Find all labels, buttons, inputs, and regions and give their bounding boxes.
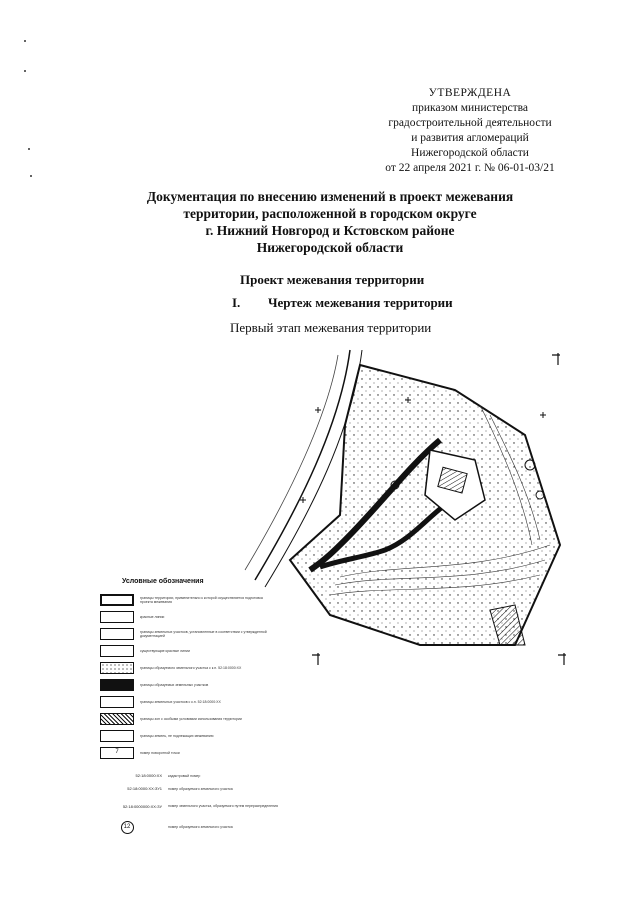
legend-text: номер поворотной точки [140,750,180,755]
point-symbol: 7 [100,747,134,759]
section-subheading-text: Чертеж межевания территории [268,295,453,310]
circle-symbol: 12 [121,821,134,834]
legend-row [92,608,312,625]
legend-text: границы земельных участков с к.н. 52:18:0000:ХХ [140,699,221,704]
legend-circle-row [92,817,312,837]
grid-cross [540,412,546,418]
legend-symbol [100,679,134,691]
legend-text: границы земельных участков, установленные в соответствии с утвержденной документацией [140,629,267,638]
corner-mark [552,353,560,365]
legend-title: Условные обозначения [122,578,204,585]
legend-code-row [92,782,312,795]
legend-symbol [100,645,134,657]
legend-text: кадастровый номер [168,773,201,778]
legend-text: существующие красные линии [140,648,190,653]
approval-heading: УТВЕРЖДЕНА [428,87,512,99]
document-title [120,188,540,256]
approval-line: Нижегородской области [411,147,529,159]
legend-symbol [100,730,134,742]
grid-cross [315,407,321,413]
legend-row [92,625,312,642]
parcel-boundary [290,365,560,645]
legend-row [92,710,312,727]
legend-row [92,659,312,676]
title-line: территории, расположенной в городском округе [183,206,477,221]
legend-symbol [100,628,134,640]
legend-text: номер образуемого земельного участка [168,825,233,829]
corner-mark [558,653,566,665]
legend-row [92,744,312,761]
legend-text: границы земель, не подлежащих межеванию [140,733,214,738]
section-subheading [232,295,453,311]
legend-symbol [100,611,134,623]
stage-label: Первый этап межевания территории [230,320,432,335]
legend-row [92,676,312,693]
legend-text: границы зон с особыми условиями использования территории [140,716,242,721]
margin-mark [24,70,26,72]
margin-mark [28,148,30,150]
legend-row [92,693,312,710]
legend-code: 52:18:0000000:ХХ:ЗУ [122,803,162,809]
approval-stamp [360,86,580,176]
title-line: Документация по внесению изменений в проект межевания [146,189,514,204]
legend-text: красные линии [140,614,165,619]
legend-symbol [100,696,134,708]
title-line: Нижегородской области [256,240,404,255]
legend-symbol [100,662,134,674]
legend-row [92,642,312,659]
legend-text: границы образуемого земельного участка с к.н. 52:18:0000:ХХ [140,665,242,670]
legend-code: 52:18:0000:ХХ [135,773,162,778]
corner-mark [312,653,320,665]
legend-text: границы образуемых земельных участков [140,682,209,687]
legend-code: 52:18:0000:ХХ:ЗУ1 [127,786,162,791]
legend-symbol [100,713,134,725]
title-line: г. Нижний Новгород и Кстовском районе [205,223,455,238]
approval-line: и развития агломераций [411,132,529,144]
legend-text: номер образуемого земельного участка [168,786,233,791]
legend-code-row [92,795,312,817]
legend-code-row [92,769,312,782]
approval-line: градостроительной деятельности [388,117,552,129]
circle-symbol-wrap [92,821,162,834]
legend-text: номер земельного участка, образуемого путем перераспределения [168,804,278,808]
legend [92,578,312,837]
legend-row [92,591,312,608]
section-heading: Проект межевания территории [240,272,425,287]
section-number: I. [232,295,241,310]
legend-symbol [100,594,134,606]
approval-line: приказом министерства [412,102,528,114]
margin-mark [24,40,26,42]
legend-text: границы территории, применительно к которой осуществляется подготовка проекта межевания [140,595,263,604]
legend-row [92,727,312,744]
approval-date: от 22 апреля 2021 г. № 06-01-03/21 [385,162,555,174]
margin-mark [30,175,32,177]
